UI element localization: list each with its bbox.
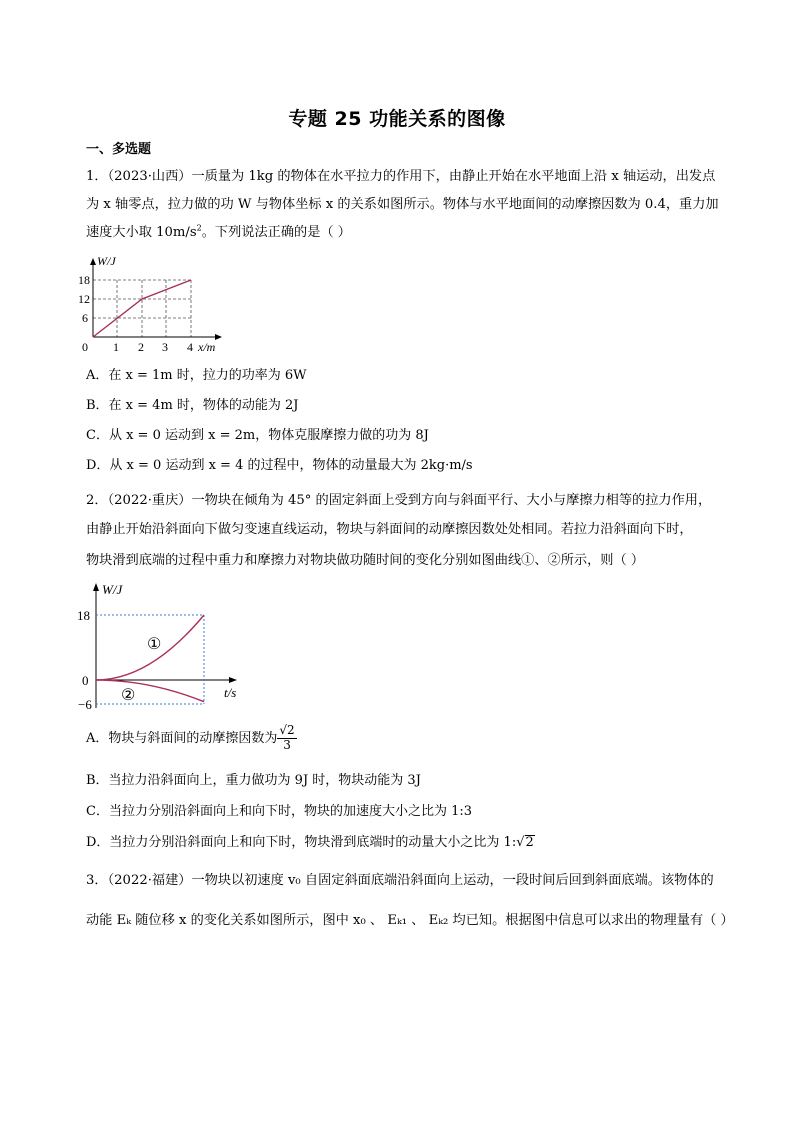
q2-line3: 物块滑到底端的过程中重力和摩擦力对物块做功随时间的变化分别如图曲线①、②所示，则（ ）	[86, 553, 645, 568]
q2-curve1-label: ①	[147, 636, 162, 653]
q1-line3-a: 速度大小取 10m/s	[86, 225, 197, 240]
q1-ylabel: W/J	[97, 254, 116, 268]
q1-y-arrow	[90, 258, 96, 265]
q1-ytick-6: 6	[82, 311, 88, 325]
q2-line1: 2．（2022·重庆）一物块在倾角为 45° 的固定斜面上受到方向与斜面平行、大小与摩擦力相等的拉力作用，	[86, 493, 712, 508]
q2-y-arrow	[93, 583, 99, 591]
q1-option-a: A．在 x = 1m 时，拉力的功率为 6W	[86, 368, 307, 383]
q2-ytick-18: 18	[77, 608, 90, 623]
q2-graph	[74, 578, 254, 718]
section-heading: 一、多选题	[86, 142, 152, 157]
page-title: 专题 25 功能关系的图像	[288, 108, 506, 130]
q1-data-line	[93, 280, 191, 337]
q2-option-b: B．当拉力沿斜面向上，重力做功为 9J 时，物块动能为 3J	[86, 773, 421, 788]
q2-option-d-text: D．当拉力分别沿斜面向上和向下时，物块滑到底端时的动量大小之比为 1:	[86, 835, 517, 850]
q2-option-a-denominator: 3	[283, 737, 291, 752]
q1-option-b: B．在 x = 4m 时，物体的动能为 2J	[86, 398, 299, 413]
q1-origin: 0	[82, 340, 88, 354]
q2-option-a-fraction	[277, 724, 296, 753]
q1-xtick-3: 3	[162, 340, 168, 354]
q1-x-arrow	[215, 334, 222, 340]
q1-line1: 1．（2023·山西）一质量为 1kg 的物体在水平拉力的作用下，由静止开始在水平地面上沿 x 轴运动，出发点	[86, 169, 716, 184]
q2-option-a-text: A．物块与斜面间的动摩擦因数为	[86, 730, 278, 746]
q1-ytick-18: 18	[78, 273, 90, 287]
q2-x-arrow	[229, 677, 237, 683]
q2-option-d: D．当拉力分别沿斜面向上和向下时，物块滑到底端时的动量大小之比为 1:√2	[86, 835, 534, 850]
q2-line2: 由静止开始沿斜面向下做匀变速直线运动，物块与斜面间的动摩擦因数处处相同。若拉力沿斜面向下时，	[86, 522, 693, 537]
q1-option-d: D．从 x = 0 运动到 x = 4 的过程中，物体的动量最大为 2kg·m/s	[86, 458, 473, 473]
q1-line3-b: 。下列说法正确的是（ ）	[201, 225, 351, 240]
q1-line2: 为 x 轴零点，拉力做的功 W 与物体坐标 x 的关系如图所示。物体与水平地面间的动摩擦因数为 0.4，重力加	[86, 197, 719, 212]
q1-ytick-12: 12	[78, 292, 90, 306]
q1-option-c: C．从 x = 0 运动到 x = 2m，物体克服摩擦力做的功为 8J	[86, 428, 429, 443]
q1-xtick-1: 1	[113, 340, 119, 354]
q2-option-c: C．当拉力分别沿斜面向上和向下时，物块的加速度大小之比为 1:3	[86, 804, 473, 819]
q3-line2: 动能 Eₖ 随位移 x 的变化关系如图所示，图中 x₀ 、 Eₖ₁ 、 Eₖ₂ 均已知。根据图中信息可以求出的物理量有（ ）	[86, 913, 734, 928]
q1-xlabel: x/m	[198, 340, 216, 354]
q1-graph	[76, 250, 236, 356]
q2-option-a-numerator: √2	[279, 723, 295, 737]
q2-option-d-sqrt: 2	[525, 835, 534, 850]
q1-xtick-2: 2	[138, 340, 144, 354]
q2-option-a	[86, 724, 297, 753]
q2-guides	[96, 615, 204, 704]
q1-xtick-4: 4	[187, 340, 193, 354]
q2-curve-2	[96, 680, 204, 702]
q2-origin: 0	[82, 673, 89, 688]
q1-line3-sup: 2	[196, 223, 202, 233]
q2-xlabel: t/s	[224, 685, 237, 700]
q3-line1: 3．（2022·福建）一物块以初速度 v₀ 自固定斜面底端沿斜面向上运动，一段时间后回到斜面底端。该物体的	[86, 873, 714, 888]
q2-curve2-label: ②	[121, 687, 136, 704]
q1-line3	[86, 221, 351, 240]
q2-ytick-neg6: −6	[78, 697, 92, 712]
q2-ylabel: W/J	[102, 582, 123, 597]
q1-grid	[93, 280, 191, 337]
